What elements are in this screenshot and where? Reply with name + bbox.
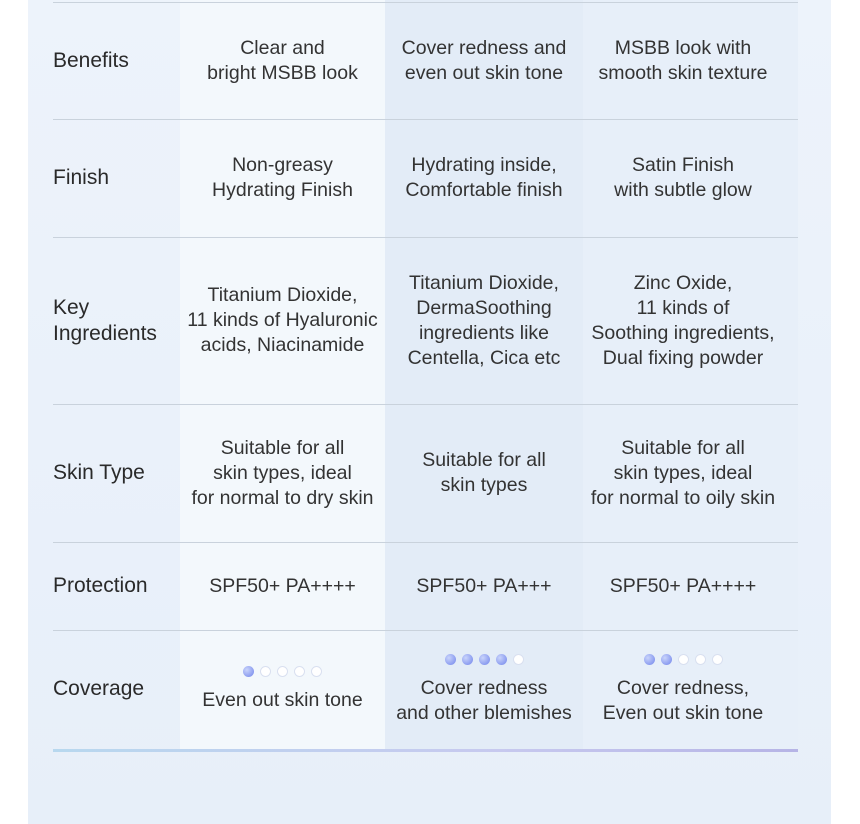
coverage-dot-empty [695,654,706,665]
finish-cell-2: Hydrating inside, Comfortable finish [405,154,563,201]
coverage-text: Even out skin tone [202,689,363,711]
ingredients-cell-3: Zinc Oxide, 11 kinds of Soothing ingredients, Dual fixing powder [591,271,775,369]
row-label-benefits: Benefits [53,48,129,72]
coverage-cell-1 [180,630,385,748]
coverage-cell-3 [583,630,783,748]
coverage-dot-empty [678,654,689,665]
coverage-dot-empty [294,666,305,677]
coverage-dot-filled [243,666,254,677]
benefits-cell-3: MSBB look with smooth skin texture [598,36,768,84]
row-label-key-ingredients: Key Ingredients [53,295,157,345]
skin-type-cell-1: Suitable for all skin types, ideal for normal to dry skin [191,436,374,509]
finish-cell-3: Satin Finish with subtle glow [614,154,752,201]
row-label-protection: Protection [53,574,148,597]
protection-cell-2: SPF50+ PA+++ [416,574,552,597]
coverage-dot-filled [445,654,456,665]
coverage-dot-empty [712,654,723,665]
coverage-text: Cover redness, Even out skin tone [602,676,764,724]
coverage-dot-empty [277,666,288,677]
table-bottom-accent [53,749,798,752]
row-label-finish: Finish [53,166,110,189]
coverage-rating [445,653,524,666]
coverage-dot-filled [644,654,655,665]
coverage-text: Cover redness and other blemishes [396,676,572,724]
coverage-rating [644,653,723,666]
protection-cell-1: SPF50+ PA++++ [209,574,356,597]
coverage-dot-empty [513,654,524,665]
protection-cell-3: SPF50+ PA++++ [609,574,757,597]
coverage-dot-filled [496,654,507,665]
skin-type-cell-2: Suitable for all skin types [422,449,546,496]
row-label-coverage: Coverage [53,677,145,700]
coverage-rating [243,665,322,678]
skin-type-cell-3: Suitable for all skin types, ideal for normal to oily skin [590,436,776,509]
ingredients-cell-1: Titanium Dioxide, 11 kinds of Hyaluronic acids, Niacinamide [187,284,378,356]
coverage-dot-filled [462,654,473,665]
finish-cell-1: Non-greasy Hydrating Finish [212,154,353,201]
coverage-dot-filled [479,654,490,665]
row-label-skin-type: Skin Type [53,461,145,484]
coverage-dot-filled [661,654,672,665]
benefits-cell-2: Cover redness and even out skin tone [401,36,567,84]
coverage-cell-2 [385,630,583,748]
benefits-cell-1: Clear and bright MSBB look [207,36,358,84]
coverage-dot-empty [311,666,322,677]
ingredients-cell-2: Titanium Dioxide, DermaSoothing ingredients like Centella, Cica etc [407,271,561,369]
coverage-dot-empty [260,666,271,677]
